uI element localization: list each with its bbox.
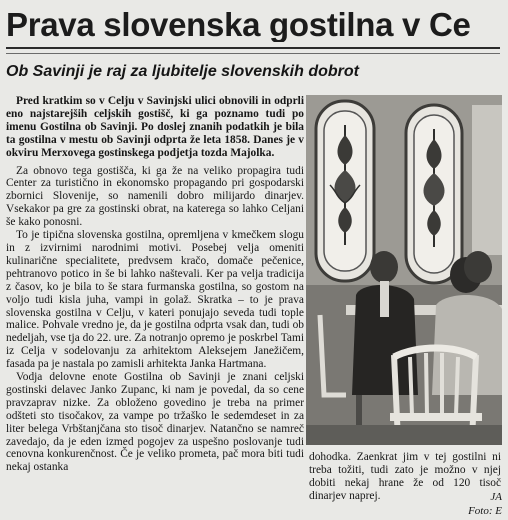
body-paragraph-1: Za obnovo tega gostišča, ki ga že na veliko propagira tudi Center za turistično in ekonomsko propagando pri gospodarski zbornici Slovenije, so namenili dobro milijardo dinarjev. Vsekakor pa gre za gostinski obrat, na katerega so lahko Celjani še kako ponosni. [6, 164, 304, 229]
body-paragraph-2: To je tipična slovenska gostilna, opremljena v kmečkem slogu in z izvirnimi narodnimi motivi. Posebej velja omeniti kulinarične specialitete, predvsem kračo, domače pečenice, pehtranovo potico in še bi lahko naštevali. Ker pa velja tradicija z časov, ko je bila to še stara furmanska gostilna, so gostom na voljo tudi kisla juha, vampi in golaž. Skratka – to je prava slovenska gostilna v Celju, v kateri ponujajo seveda tudi tople malice. Pohvale vredno je, da je gostilna odprta vsak dan, tudi ob nedeljah, vse tja do 22. ure. Za notranjo opremo je poskrbel Tami iz Celja v sodelovanju za arhitektom Aleksejem Janežičem, fasada pa je nastala po zamisli arhitekta Janka Hartmana. [6, 229, 304, 371]
restaurant-interior-illustration [306, 95, 502, 445]
headline-rule-thin [6, 53, 500, 54]
photo-credit: Foto: E [468, 505, 502, 517]
headline-rule [6, 47, 500, 49]
headline: Prava slovenska gostilna v Ce [6, 8, 471, 42]
body-paragraph-3: Vodja delovne enote Gostilna ob Savinji je znani celjski gostinski delavec Janko Zupanc, ki nam je povedal, da so cene pravzaprav nizke. Za obloženo govedino je treba na primer odšteti sto tisočakov, za vampe po tržaško le sedemdeset in za liter belega Vrbštanjčana sto tisoč dinarjev. Natančno se namreč zavedajo, da je eden izmed pogojev za uspešno poslovanje tudi cenovna konkurenčnost. Če je veliko prometa, pač mora biti tudi nekaj ostanka [6, 371, 304, 474]
subheadline: Ob Savinji je raj za ljubitelje slovenskih dobrot [6, 63, 359, 80]
article-body [6, 95, 304, 520]
lead-paragraph: Pred kratkim so v Celju v Savinjski ulici obnovili in odprli eno najstarejših celjskih gostišč, ki ga poznamo tudi po imenu Gostilna ob Savinji. Po doslej znanih podatkih je bila ta gostilna v mestu ob Savinji odprta že leta 1858. Danes je v okviru Merxovega gostinskega podjetja tozda Majolka. [6, 95, 304, 159]
author-initials: JA [490, 491, 502, 503]
restaurant-photo [306, 95, 502, 445]
photo-caption-text: dohodka. Zaenkrat jim v tej gostilni ni treba tožiti, tudi zato je možno v njej dobiti nekaj hrane že od 120 tisoč dinarjev naprej. [309, 451, 501, 502]
